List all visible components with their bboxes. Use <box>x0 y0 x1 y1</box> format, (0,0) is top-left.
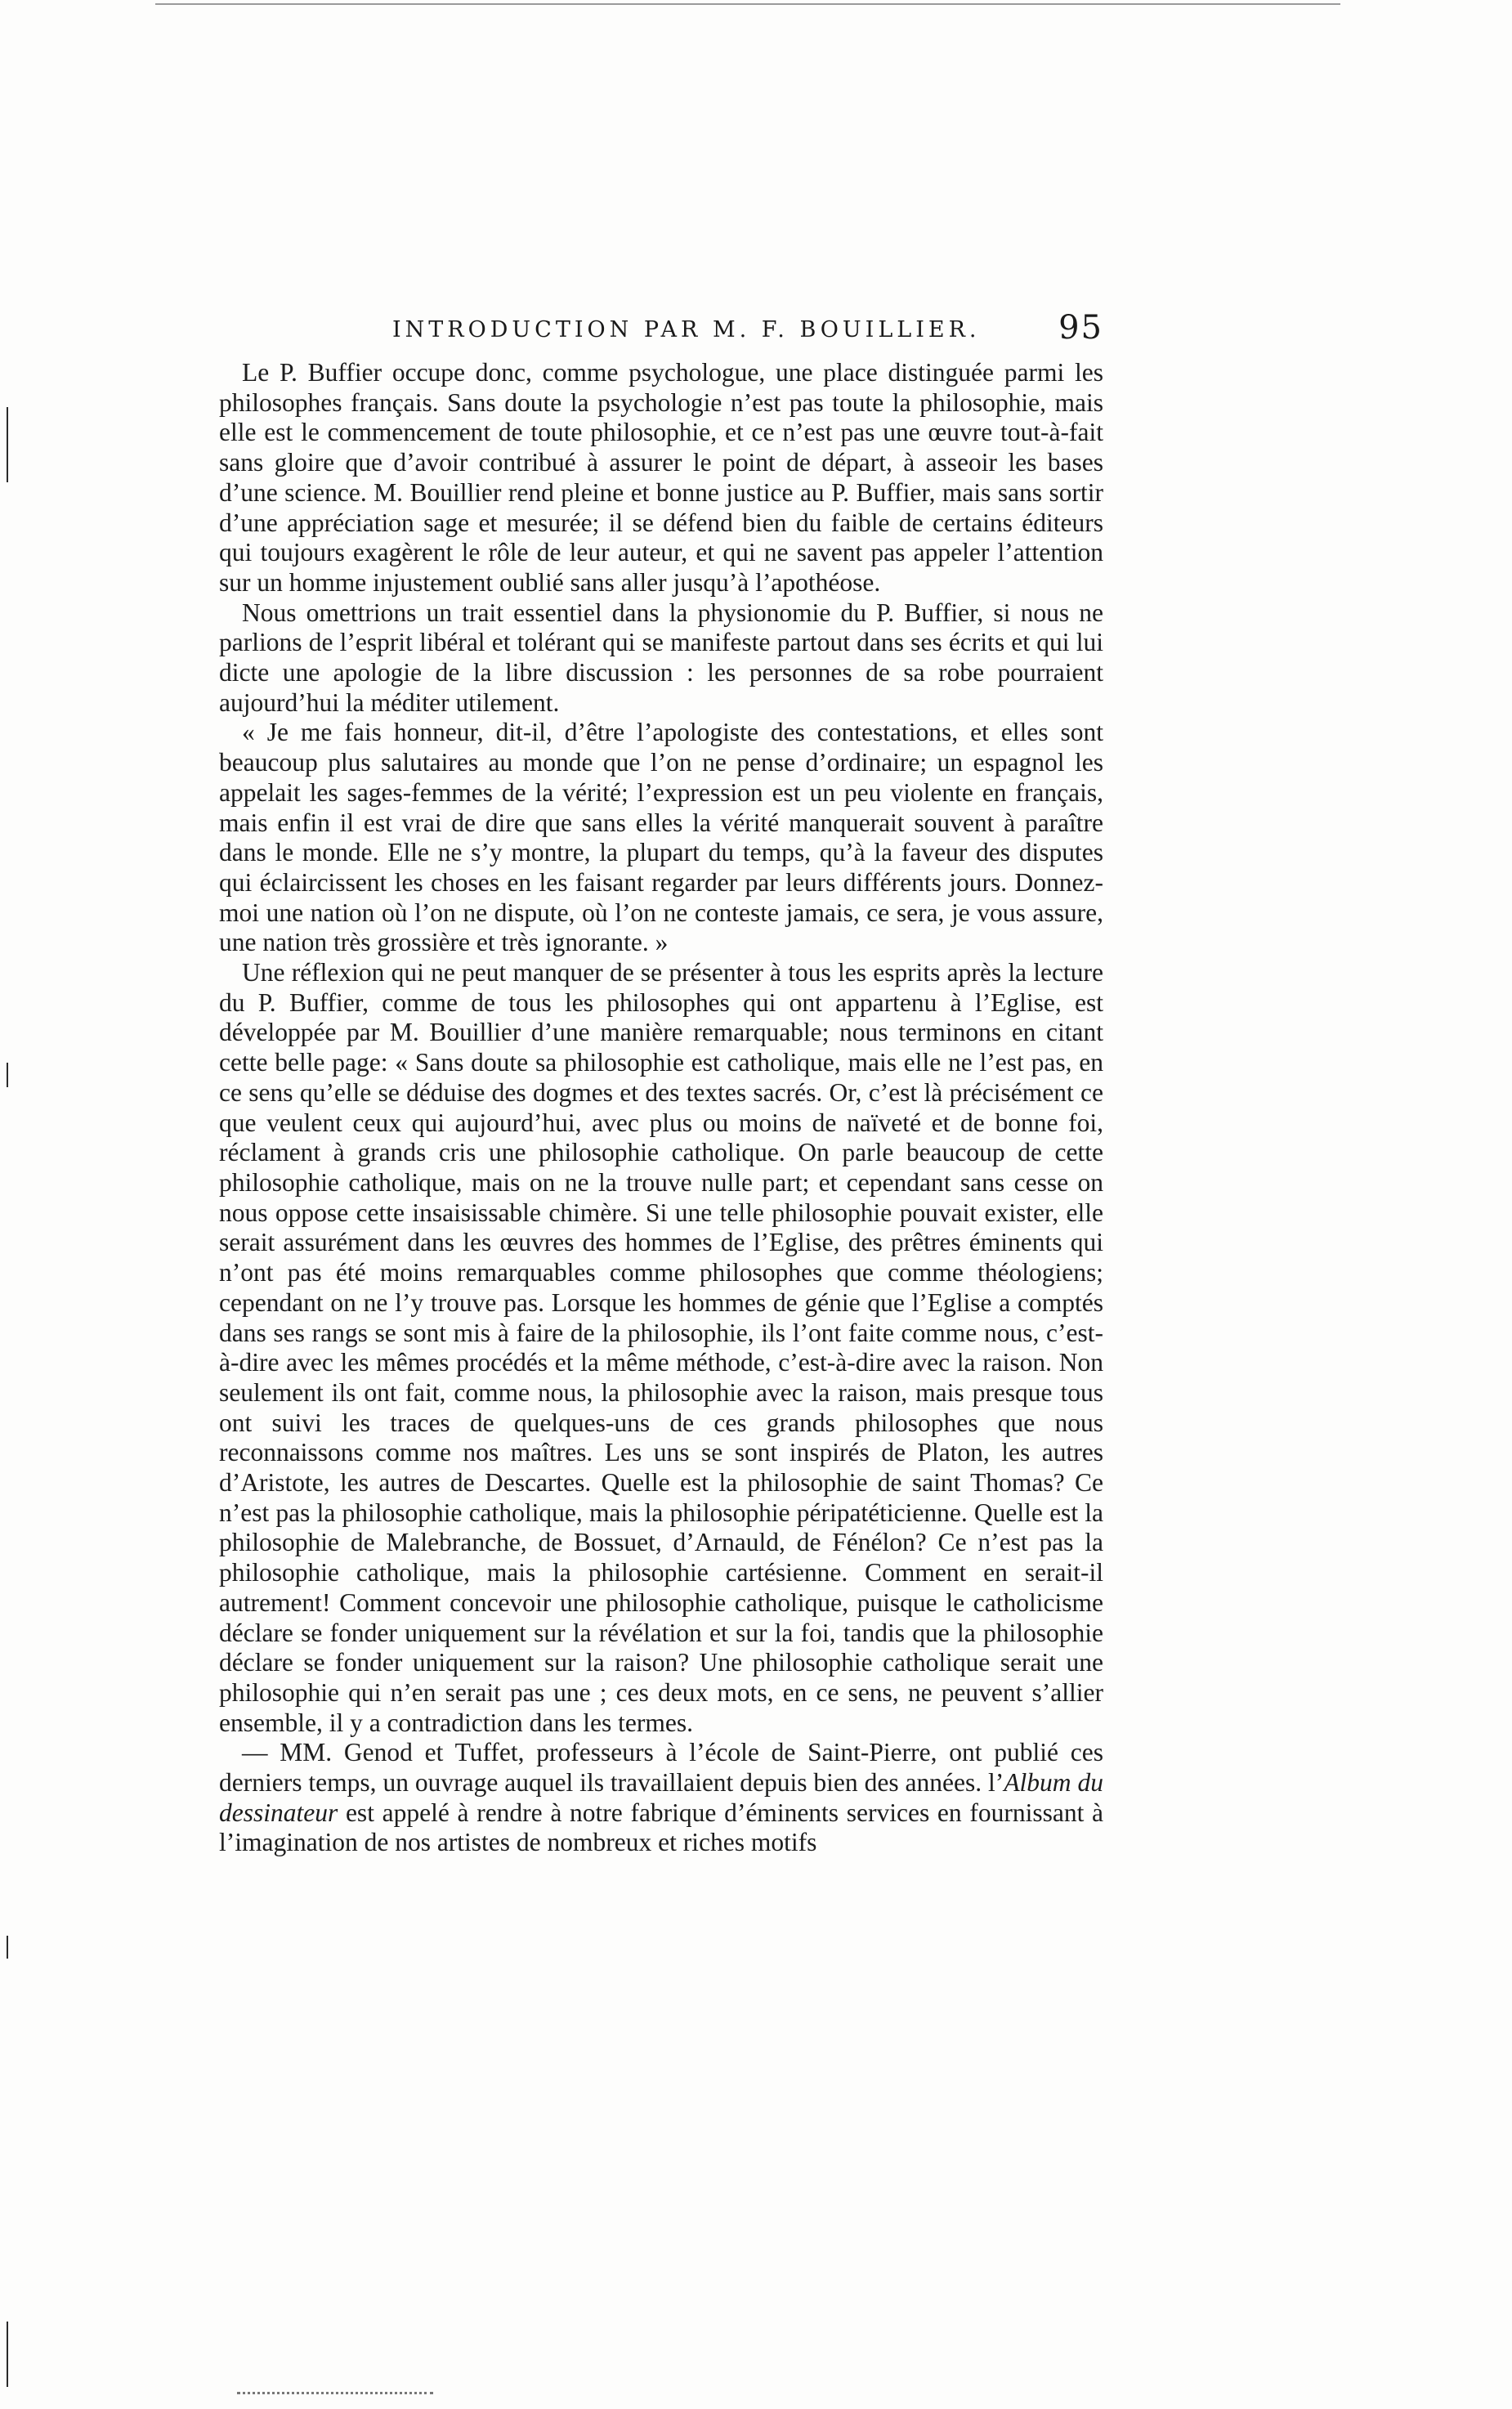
paragraph-rest: est appelé à rendre à notre fabrique d’éminents services en fournissant à l’imagination de nos artistes de nombreux et riches motifs <box>219 1798 1103 1857</box>
paragraph: Nous omettrions un trait essentiel dans la physionomie du P. Buffier, si nous ne parlions de l’esprit libéral et tolérant qui se manifeste partout dans ses écrits et qui lui dicte une apologie de la libre discussion : les personnes de sa robe pourraient aujourd’hui la méditer utilement. <box>219 598 1103 717</box>
left-margin-mark <box>7 1936 8 1959</box>
paragraph: « Je me fais honneur, dit-il, d’être l’apologiste des contestations, et elles sont beaucoup plus salutaires au monde que l’on ne pense d’ordinaire; un espagnol les appelait les sages-femmes de la vérité; l’expression est un peu violente en français, mais enfin il est vrai de dire que sans elles la vérité manquerait souvent à paraître dans le monde. Elle ne s’y montre, la plupart du temps, qu’à la faveur des disputes qui éclaircissent les choses en les faisant regarder par leurs différents jours. Donnez-moi une nation où l’on ne dispute, où l’on ne conteste jamais, ce sera, je vous assure, une nation très grossière et très ignorante. » <box>219 718 1103 957</box>
running-head: INTRODUCTION PAR M. F. BOUILLIER. <box>392 317 981 343</box>
paragraph: Le P. Buffier occupe donc, comme psychologue, une place distinguée parmi les philosophes français. Sans doute la psychologie n’est pas toute la philosophie, mais elle est le commencement de toute philosophie, et ce n’est pas une œuvre tout-à-fait sans gloire que d’avoir contribué à assurer le point de départ, à asseoir les bases d’une science. M. Bouillier rend pleine et bonne justice au P. Buffier, mais sans sortir d’une appréciation sage et mesurée; il se défend bien du faible de certains éditeurs qui toujours exagèrent le rôle de leur auteur, et qui ne savent pas appeler l’attention sur un homme injustement oublié sans aller jusqu’à l’apothéose. <box>219 358 1103 597</box>
page-number: 95 <box>1058 309 1103 347</box>
page-header <box>392 309 1103 358</box>
top-edge-rule <box>155 3 1340 5</box>
left-margin-mark <box>7 1063 8 1087</box>
paragraph-lead: — MM. Genod et Tuffet, professeurs à l’école de Saint-Pierre, ont publié ces derniers temps, un ouvrage auquel ils travaillaient depuis bien des années. l’ <box>219 1738 1103 1798</box>
left-margin-mark <box>7 2322 8 2387</box>
paragraph: Une réflexion qui ne peut manquer de se présenter à tous les esprits après la lecture du P. Buffier, comme de tous les philosophes qui ont appartenu à l’Eglise, est développée par M. Bouillier d’une manière remarquable; nous terminons en citant cette belle page: « Sans doute sa philosophie est catholique, mais elle ne l’est pas, en ce sens qu’elle se déduise des dogmes et des textes sacrés. Or, c’est là précisément ce que veulent ceux qui aujourd’hui, avec plus ou moins de naïveté et de bonne foi, réclament à grands cris une philosophie catholique. On parle beaucoup de cette philosophie catholique, mais on ne la trouve nulle part; et cependant sans cesse on nous oppose cette insaisissable chimère. Si une telle philosophie pouvait exister, elle serait assurément dans les œuvres des hommes de l’Eglise, des prêtres éminents qui n’ont pas été moins remarquables comme philosophes que comme théologiens; cependant on ne l’y trouve pas. Lorsque les hommes de génie que l’Eglise a comptés dans ses rangs se sont mis à faire de la philosophie, ils l’ont faite comme nous, c’est-à-dire avec les mêmes procédés et la même méthode, c’est-à-dire avec la raison. Non seulement ils ont fait, comme nous, la philosophie avec la raison, mais presque tous ont suivi les traces de quelques-uns de ces grands philosophes que nous reconnaissons comme nos maîtres. Les uns se sont inspirés de Platon, les autres d’Aristote, les autres de Descartes. Quelle est la philosophie de saint Thomas? Ce n’est pas la philosophie catholique, mais la philosophie péripatéticienne. Quelle est la philosophie de Malebranche, de Bossuet, d’Arnauld, de Fénélon? Ce n’est pas la philosophie catholique, mais la philosophie cartésienne. Comment en serait-il autrement! Comment concevoir une philosophie catholique, puisque le catholicisme déclare se fonder uniquement sur la révélation et sur la foi, tandis que la philosophie déclare se fonder uniquement sur la raison? Une philosophie catholique serait une philosophie qui n’en serait pas une ; ces deux mots, en ce sens, ne peuvent s’allier ensemble, il y a contradiction dans les termes. <box>219 958 1103 1737</box>
left-margin-mark <box>7 407 8 482</box>
paragraph <box>219 1738 1103 1858</box>
body-text <box>219 358 1103 1858</box>
book-title: Album du dessinateur <box>219 1768 1103 1827</box>
bottom-edge-mark <box>237 2392 433 2394</box>
